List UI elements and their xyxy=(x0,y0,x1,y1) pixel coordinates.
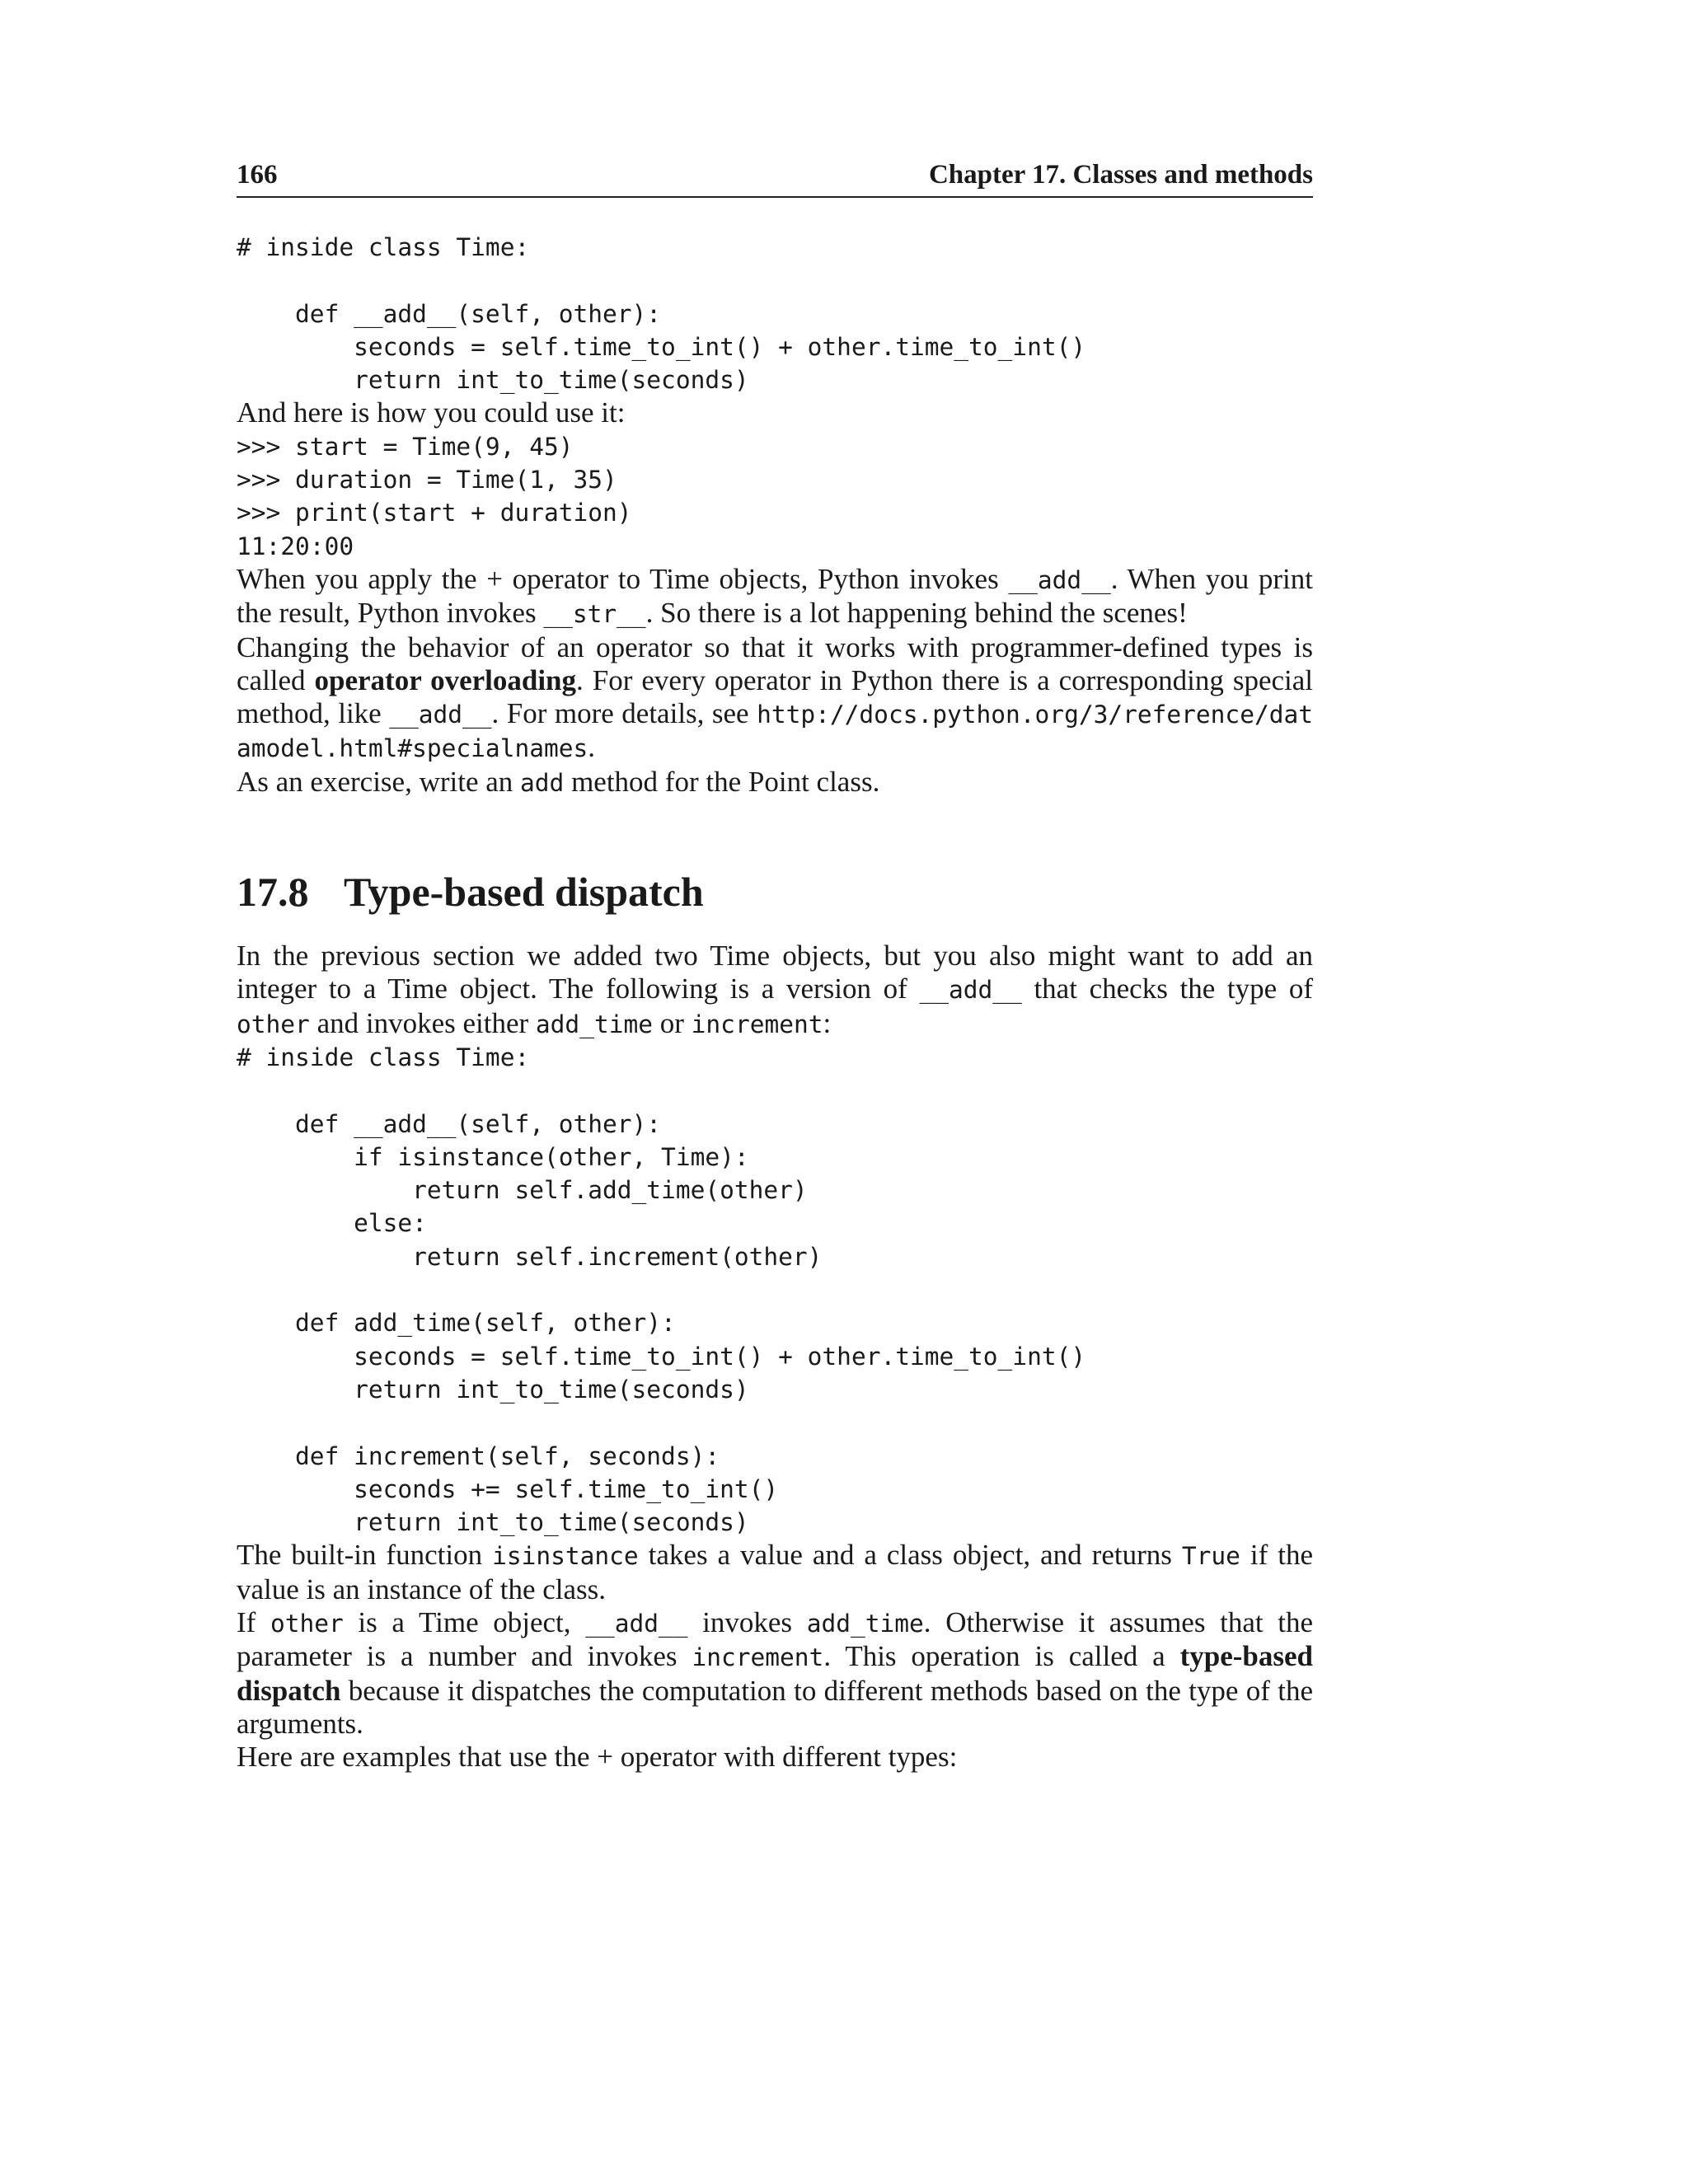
code-block-add: # inside class Time: def __add__(self, other): seconds = self.time_to_int() + other.time_to_int() return int_to_time(seconds) xyxy=(237,233,1086,395)
section-heading xyxy=(237,867,1313,916)
paragraph-overloading: Changing the behavior of an operator so that it works with programmer-defined types is called operator overloading. For every operator in Python there is a corresponding special method, like __add__. For more details, see http://docs.python.org/3/reference/datamodel.html#specialnames. xyxy=(237,630,1313,764)
paragraph-type-dispatch: If other is a Time object, __add__ invokes add_time. Otherwise it assumes that the parameter is a number and invokes increment. This operation is called a type-based dispatch because it dispatches the computation to different methods based on the type of the arguments. xyxy=(237,1605,1314,1740)
header-rule xyxy=(237,196,1313,198)
paragraph-previous-section: In the previous section we added two Time objects, but you also might want to add an integer to a Time object. The following is a version of __add__ that checks the type of other and invokes either add_time or increment: xyxy=(237,940,1313,1039)
term-type-based-dispatch: type-based dispatch xyxy=(237,1640,1314,1707)
page-number: 166 xyxy=(237,160,278,190)
term-operator-overloading: operator overloading xyxy=(314,663,577,696)
inline-code: __add__ xyxy=(1008,565,1111,594)
inline-code: other xyxy=(237,1010,310,1038)
inline-code: add xyxy=(520,768,565,797)
reference-url: http://docs.python.org/3/reference/datamodel.html#specialnames xyxy=(237,701,1313,763)
paragraph-isinstance: The built-in function isinstance takes a value and a class object, and returns True if the value is an instance of the class. xyxy=(237,1539,1313,1605)
inline-code: __add__ xyxy=(585,1609,688,1638)
running-head xyxy=(237,158,1313,191)
inline-code: add_time xyxy=(535,1010,653,1038)
inline-code: increment xyxy=(691,1010,823,1038)
paragraph-apply: When you apply the + operator to Time objects, Python invokes __add__. When you print the result, Python invokes __str__. So there is a lot happening behind the scenes! xyxy=(237,562,1313,630)
paragraph-examples: Here are examples that use the + operator with different types: xyxy=(237,1741,958,1774)
inline-code: __add__ xyxy=(919,976,1022,1005)
chapter-title: Chapter 17. Classes and methods xyxy=(928,160,1313,190)
section-number: 17.8 xyxy=(237,869,309,916)
inline-code: __add__ xyxy=(389,701,492,729)
inline-code: True xyxy=(1181,1542,1240,1571)
paragraph-usage: And here is how you could use it: xyxy=(237,396,626,429)
code-block-dispatch: # inside class Time: def __add__(self, other): if isinstance(other, Time): return self.add_time(other) else: return self.increment(other) def add_time(self, other): seconds = self.time_to_int() + other.time_to_int() return int_to_time(seconds) def increment(self, seconds): seconds += self.time_to_int() return int_to_time(seconds) xyxy=(237,1043,1086,1537)
section-title: Type-based dispatch xyxy=(344,869,704,916)
inline-code: increment xyxy=(692,1643,824,1672)
inline-code: __str__ xyxy=(543,600,646,629)
inline-code: isinstance xyxy=(492,1542,639,1571)
paragraph-exercise: As an exercise, write an add method for the Point class. xyxy=(237,765,880,798)
page-content xyxy=(237,231,1313,1774)
inline-code: other xyxy=(270,1609,344,1638)
code-block-usage: >>> start = Time(9, 45) >>> duration = Time(1, 35) >>> print(start + duration) 11:20:00 xyxy=(237,432,632,560)
inline-code: add_time xyxy=(806,1609,924,1638)
